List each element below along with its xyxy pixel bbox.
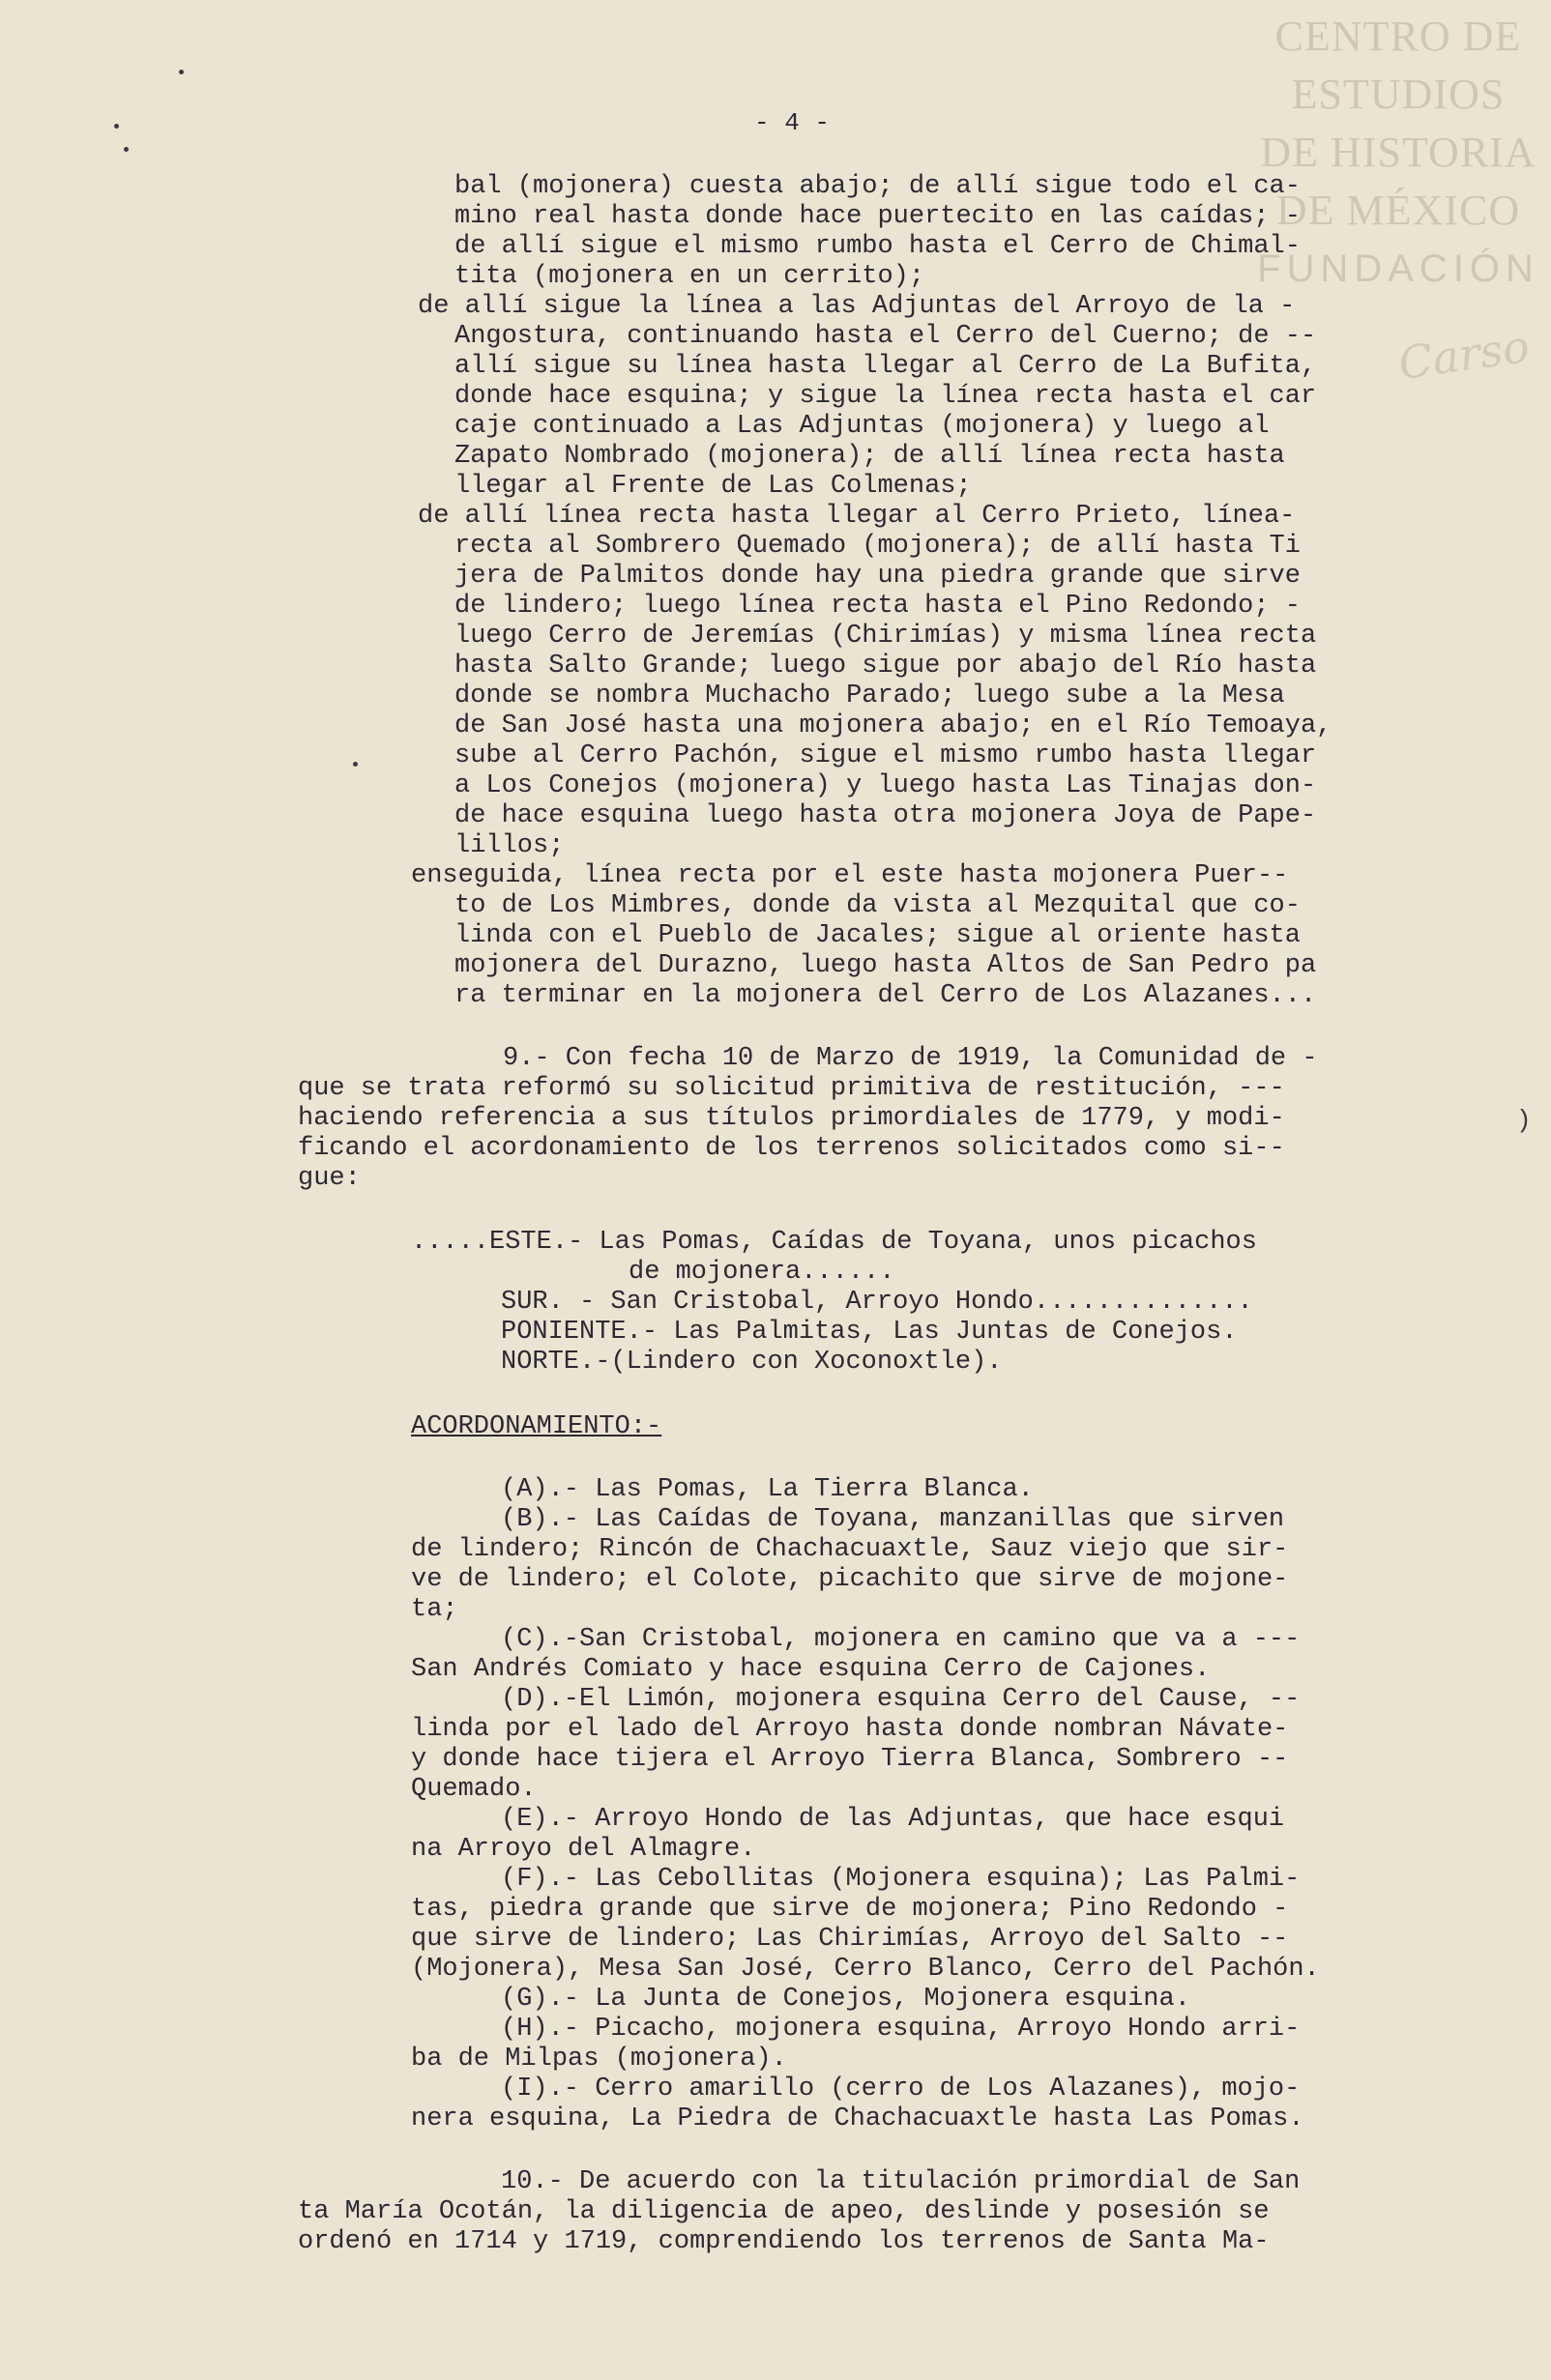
text-line: recta al Sombrero Quemado (mojonera); de allí hasta Ti bbox=[454, 532, 1301, 561]
acordonamiento-line: na Arroyo del Almagre. bbox=[411, 1835, 756, 1864]
speck-mark bbox=[353, 762, 358, 767]
acordonamiento-line: (A).- Las Pomas, La Tierra Blanca. bbox=[501, 1475, 1034, 1504]
acordonamiento-line: (D).-El Limón, mojonera esquina Cerro del Cause, -- bbox=[501, 1685, 1301, 1714]
watermark-line: ESTUDIOS bbox=[1291, 71, 1506, 118]
acordonamiento-line: y donde hace tijera el Arroyo Tierra Blanca, Sombrero -- bbox=[411, 1745, 1289, 1774]
acordonamiento-line: nera esquina, La Piedra de Chachacuaxtle hasta Las Pomas. bbox=[411, 2104, 1304, 2133]
text-line: to de Los Mimbres, donde da vista al Mezquital que co- bbox=[454, 891, 1301, 920]
text-line: Zapato Nombrado (mojonera); de allí línea recta hasta bbox=[454, 442, 1285, 471]
text-line: sube al Cerro Pachón, sigue el mismo rumbo hasta llegar bbox=[454, 741, 1317, 770]
text-line: ta María Ocotán, la diligencia de apeo, deslinde y posesión se bbox=[298, 2197, 1270, 2226]
acordonamiento-line: (E).- Arroyo Hondo de las Adjuntas, que hace esqui bbox=[501, 1805, 1285, 1834]
acordonamiento-line: ve de lindero; el Colote, picachito que sirve de mojone- bbox=[411, 1565, 1289, 1594]
watermark-line: DE MÉXICO bbox=[1275, 187, 1521, 234]
text-line: ficando el acordonamiento de los terrenos solicitados como si-- bbox=[298, 1134, 1285, 1163]
acordonamiento-line: (C).-San Cristobal, mojonera en camino que va a --- bbox=[501, 1625, 1301, 1654]
text-line: que se trata reformó su solicitud primitiva de restitución, --- bbox=[298, 1074, 1285, 1103]
text-line: luego Cerro de Jeremías (Chirimías) y misma línea recta bbox=[454, 622, 1317, 651]
margin-mark: ) bbox=[1516, 1106, 1532, 1135]
text-line: 10.- De acuerdo con la titulación primordial de San bbox=[501, 2167, 1301, 2196]
text-line: bal (mojonera) cuesta abajo; de allí sigue todo el ca- bbox=[454, 172, 1301, 201]
text-line: linda con el Pueblo de Jacales; sigue al oriente hasta bbox=[454, 921, 1301, 950]
text-line: gue: bbox=[298, 1164, 361, 1193]
speck-mark bbox=[114, 124, 119, 129]
text-line: de allí sigue el mismo rumbo hasta el Cerro de Chimal- bbox=[454, 232, 1301, 261]
boundary-line: NORTE.-(Lindero con Xoconoxtle). bbox=[501, 1348, 1003, 1377]
text-line: lillos; bbox=[454, 831, 565, 860]
acordonamiento-line: San Andrés Comiato y hace esquina Cerro de Cajones. bbox=[411, 1655, 1211, 1684]
acordonamiento-line: (Mojonera), Mesa San José, Cerro Blanco, Cerro del Pachón. bbox=[411, 1955, 1320, 1984]
text-line: Angostura, continuando hasta el Cerro del Cuerno; de -- bbox=[454, 322, 1317, 351]
text-line: 9.- Con fecha 10 de Marzo de 1919, la Comunidad de - bbox=[503, 1044, 1318, 1073]
text-line: llegar al Frente de Las Colmenas; bbox=[454, 472, 972, 501]
section-heading: ACORDONAMIENTO:- bbox=[411, 1412, 662, 1441]
acordonamiento-line: (G).- La Junta de Conejos, Mojonera esquina. bbox=[501, 1985, 1190, 2014]
acordonamiento-line: ta; bbox=[411, 1595, 458, 1624]
text-line: jera de Palmitos donde hay una piedra grande que sirve bbox=[454, 562, 1301, 591]
text-line: donde se nombra Muchacho Parado; luego sube a la Mesa bbox=[454, 682, 1285, 711]
text-line: ordenó en 1714 y 1719, comprendiendo los terrenos de Santa Ma- bbox=[298, 2227, 1270, 2256]
text-line: hasta Salto Grande; luego sigue por abajo del Río hasta bbox=[454, 652, 1317, 681]
acordonamiento-line: de lindero; Rincón de Chachacuaxtle, Sauz viejo que sir- bbox=[411, 1535, 1289, 1564]
text-line: tita (mojonera en un cerrito); bbox=[454, 262, 925, 291]
page-number: - 4 - bbox=[754, 108, 831, 137]
speck-mark bbox=[179, 70, 184, 74]
speck-mark bbox=[124, 147, 129, 152]
acordonamiento-line: (B).- Las Caídas de Toyana, manzanillas que sirven bbox=[501, 1505, 1285, 1534]
acordonamiento-line: tas, piedra grande que sirve de mojonera; Pino Redondo - bbox=[411, 1895, 1289, 1924]
text-line: ra terminar en la mojonera del Cerro de Los Alazanes... bbox=[454, 981, 1317, 1010]
text-line: de allí sigue la línea a las Adjuntas del Arroyo de la - bbox=[418, 292, 1296, 321]
acordonamiento-line: (F).- Las Cebollitas (Mojonera esquina); Las Palmi- bbox=[501, 1865, 1301, 1894]
text-line: a Los Conejos (mojonera) y luego hasta Las Tinajas don- bbox=[454, 771, 1317, 800]
text-line: allí sigue su línea hasta llegar al Cerro de La Bufita, bbox=[454, 352, 1317, 381]
acordonamiento-line: ba de Milpas (mojonera). bbox=[411, 2045, 787, 2074]
acordonamiento-line: (I).- Cerro amarillo (cerro de Los Alazanes), mojo- bbox=[501, 2075, 1301, 2104]
text-line: donde hace esquina; y sigue la línea recta hasta el car bbox=[454, 382, 1317, 411]
text-line: de allí línea recta hasta llegar al Cerro Prieto, línea- bbox=[418, 502, 1296, 531]
text-line: mino real hasta donde hace puertecito en las caídas; - bbox=[454, 202, 1301, 231]
text-line: de hace esquina luego hasta otra mojonera Joya de Pape- bbox=[454, 801, 1317, 830]
text-line: enseguida, línea recta por el este hasta mojonera Puer-- bbox=[411, 861, 1289, 890]
text-line: haciendo referencia a sus títulos primordiales de 1779, y modi- bbox=[298, 1104, 1285, 1133]
boundary-line: .....ESTE.- Las Pomas, Caídas de Toyana, unos picachos bbox=[411, 1228, 1257, 1257]
boundary-line: PONIENTE.- Las Palmitas, Las Juntas de Conejos. bbox=[501, 1318, 1238, 1347]
watermark-line: FUNDACIÓN bbox=[1257, 247, 1539, 290]
text-line: de San José hasta una mojonera abajo; en el Río Temoaya, bbox=[454, 711, 1332, 740]
boundary-line: de mojonera...... bbox=[629, 1258, 895, 1287]
watermark-line: CENTRO DE bbox=[1274, 13, 1522, 60]
acordonamiento-line: linda por el lado del Arroyo hasta donde nombran Návate- bbox=[411, 1715, 1289, 1744]
text-line: mojonera del Durazno, luego hasta Altos de San Pedro pa bbox=[454, 951, 1317, 980]
acordonamiento-line: Quemado. bbox=[411, 1775, 537, 1804]
text-line: caje continuado a Las Adjuntas (mojonera) y luego al bbox=[454, 412, 1270, 441]
watermark-line: DE HISTORIA bbox=[1260, 129, 1536, 176]
text-line: de lindero; luego línea recta hasta el Pino Redondo; - bbox=[454, 592, 1301, 621]
boundary-line: SUR. - San Cristobal, Arroyo Hondo.............. bbox=[501, 1288, 1253, 1317]
acordonamiento-line: (H).- Picacho, mojonera esquina, Arroyo Hondo arri- bbox=[501, 2015, 1301, 2044]
acordonamiento-line: que sirve de lindero; Las Chirimías, Arroyo del Salto -- bbox=[411, 1925, 1289, 1954]
watermark-signature: Carso bbox=[1394, 319, 1534, 391]
